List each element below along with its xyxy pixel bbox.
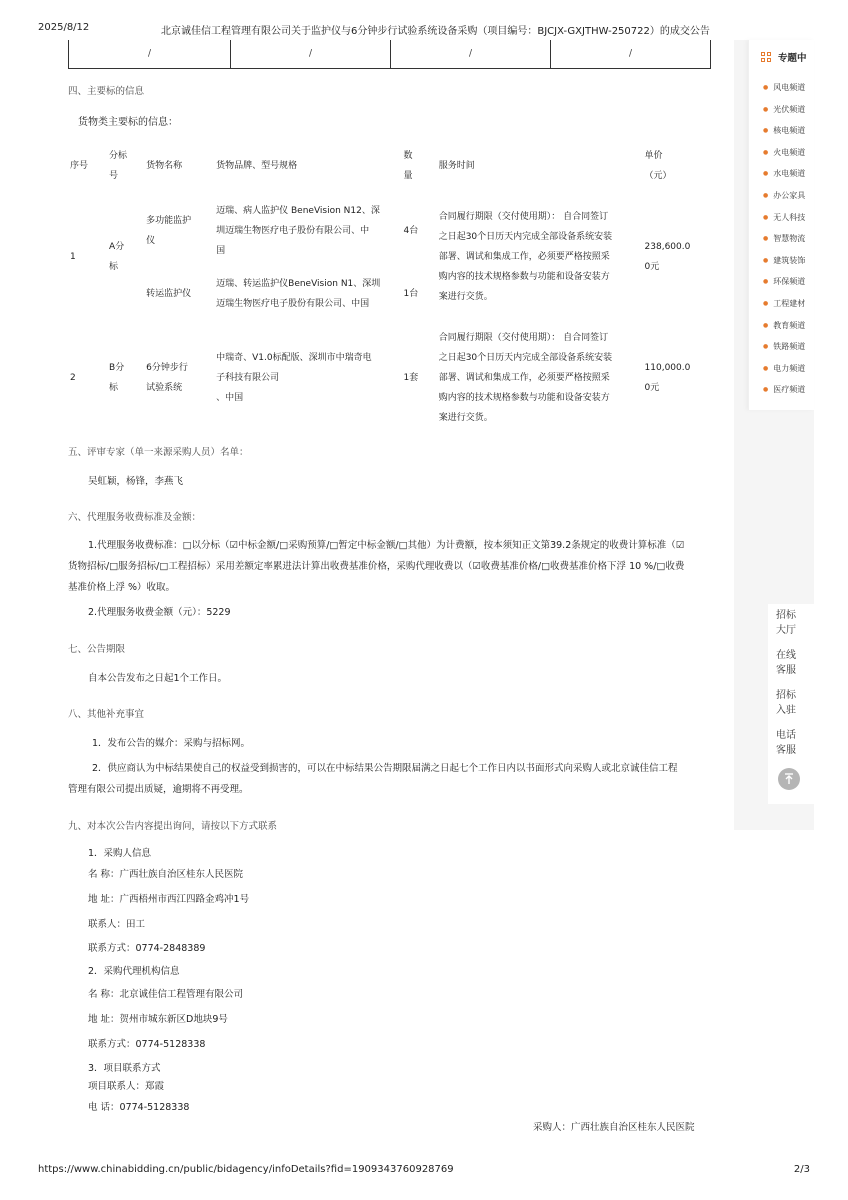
notice-period: 自本公告发布之日起1个工作日。 bbox=[88, 673, 228, 684]
table-cell: / bbox=[231, 40, 391, 68]
fee-standard-line3: 基准价格上浮 %）收取。 bbox=[68, 582, 176, 593]
bullet-icon: ● bbox=[763, 343, 769, 351]
fee-standard-line1: 1.代理服务收费标准：□以分标（☑中标金额/□采购预算/□暂定中标金额/□其他）为计费额，按本须知正文第39.2条规定的收费计算标准（☑ bbox=[88, 540, 685, 551]
bullet-icon: ● bbox=[763, 299, 769, 307]
header-no: 序号 bbox=[70, 161, 89, 171]
row-goods-name: 转运监护仪 bbox=[146, 289, 192, 299]
bullet-icon: ● bbox=[763, 321, 769, 329]
bidder-join-button[interactable]: 招标 入驻 bbox=[776, 690, 796, 716]
row-qty: 1套 bbox=[403, 373, 419, 383]
bullet-icon: ● bbox=[763, 105, 769, 113]
bullet-icon: ● bbox=[763, 148, 769, 156]
row-qty: 4台 bbox=[403, 226, 419, 236]
section-heading-5: 五、评审专家（单一来源采购人员）名单： bbox=[68, 447, 249, 458]
row-lot: A分 标 bbox=[109, 242, 125, 272]
sidebar-item[interactable]: ● 医疗频道 bbox=[763, 385, 806, 395]
row-price: 238,600.0 0元 bbox=[644, 242, 691, 272]
buyer-name: 名 称：广西壮族自治区桂东人民医院 bbox=[88, 869, 244, 880]
bullet-icon: ● bbox=[763, 84, 769, 91]
bullet-icon: ● bbox=[763, 386, 769, 394]
header-price: 单价 （元） bbox=[644, 151, 672, 181]
row-goods-name: 6分钟步行 试验系统 bbox=[146, 363, 188, 393]
row-qty: 1台 bbox=[403, 289, 419, 299]
header-goods-name: 货物名称 bbox=[146, 161, 183, 171]
sidebar-title[interactable]: 专题中 bbox=[761, 50, 807, 64]
buyer-phone: 联系方式：0774-2848389 bbox=[88, 943, 206, 954]
bullet-icon: ● bbox=[763, 170, 769, 178]
page-url: https://www.chinabidding.cn/public/bidagency/infoDetails?fid=1909343760928769 bbox=[38, 1164, 454, 1175]
project-phone: 电 话：0774-5128338 bbox=[88, 1102, 190, 1113]
row-service-time: 合同履行期限（交付使用期）： 自合同签订 之日起30个日历天内完成全部设备系统安装 部署、调试和集成工作，必须要严格按照采 购内容的技术规格参数与功能和设备安装方 案进行交货。 bbox=[438, 333, 613, 423]
bullet-icon: ● bbox=[763, 191, 769, 199]
online-service-button[interactable]: 在线 客服 bbox=[776, 650, 796, 676]
row-brand: 迈瑞、转运监护仪BeneVision N1、深圳 迈瑞生物医疗电子股份有限公司、中国 bbox=[216, 279, 381, 309]
bid-hall-button[interactable]: 招标 大厅 bbox=[776, 610, 796, 636]
previous-table-fragment bbox=[68, 40, 710, 69]
page-number: 2/3 bbox=[793, 1164, 810, 1175]
sidebar-item[interactable]: ● 电力频道 bbox=[763, 363, 806, 373]
signature: 采购人：广西壮族自治区桂东人民医院 bbox=[533, 1122, 695, 1133]
sidebar-item[interactable]: ● 水电频道 bbox=[763, 169, 806, 179]
floating-toolbar bbox=[768, 604, 814, 804]
table-cell: / bbox=[69, 40, 231, 68]
row-service-time: 合同履行期限（交付使用期）： 自合同签订 之日起30个日历天内完成全部设备系统安装 部署、调试和集成工作，必须要严格按照采 购内容的技术规格参数与功能和设备安装方 案进行交货。 bbox=[438, 212, 613, 302]
supplement-item-2-line2: 管理有限公司提出质疑，逾期将不再受理。 bbox=[68, 784, 249, 795]
project-contact-person: 项目联系人：郑霞 bbox=[88, 1081, 165, 1092]
row-brand: 中瑞奇、V1.0标配版、深圳市中瑞奇电 子科技有限公司 、中国 bbox=[216, 353, 372, 403]
sidebar-item[interactable]: ● 无人科技 bbox=[763, 212, 806, 222]
row-brand: 迈瑞、病人监护仪 BeneVision N12、深 圳迈瑞生物医疗电子股份有限公司、中 国 bbox=[216, 206, 380, 256]
table-header-row bbox=[70, 139, 708, 193]
table-cell: / bbox=[391, 40, 551, 68]
sidebar-item[interactable]: ● 环保频道 bbox=[763, 277, 806, 287]
project-info-heading: 3．项目联系方式 bbox=[88, 1063, 161, 1074]
arrow-up-icon[interactable] bbox=[778, 768, 800, 790]
sidebar-item[interactable]: ● 光伏频道 bbox=[763, 104, 806, 114]
buyer-info-heading: 1．采购人信息 bbox=[88, 848, 152, 859]
print-footer bbox=[38, 1164, 810, 1178]
sidebar-item[interactable]: ● 铁路频道 bbox=[763, 342, 806, 352]
section-heading-7: 七、公告期限 bbox=[68, 644, 126, 655]
print-date: 2025/8/12 bbox=[38, 22, 90, 33]
agent-name: 名 称：北京诚佳信工程管理有限公司 bbox=[88, 989, 244, 1000]
section-heading-6: 六、代理服务收费标准及金额： bbox=[68, 512, 202, 523]
buyer-address: 地 址：广西梧州市西江四路金鸡冲1号 bbox=[88, 894, 250, 905]
row-goods-name: 多功能监护 仪 bbox=[146, 216, 192, 246]
sidebar-item[interactable]: ● 火电频道 bbox=[763, 147, 806, 157]
header-lot: 分标 号 bbox=[109, 151, 128, 181]
buyer-contact-person: 联系人：田工 bbox=[88, 919, 146, 930]
goods-table bbox=[68, 137, 710, 437]
fee-amount: 2.代理服务收费金额（元）：5229 bbox=[88, 607, 231, 618]
bullet-icon: ● bbox=[763, 364, 769, 372]
print-header bbox=[38, 22, 810, 36]
sidebar-item[interactable]: ● 建筑装饰 bbox=[763, 255, 806, 265]
agent-info-heading: 2．采购代理机构信息 bbox=[88, 966, 180, 977]
section-heading-4: 四、主要标的信息 bbox=[68, 86, 145, 97]
header-brand: 货物品牌、型号规格 bbox=[216, 161, 298, 171]
row-price: 110,000.0 0元 bbox=[644, 363, 691, 393]
fee-standard-line2: 货物招标/□服务招标/□工程招标）采用差额定率累进法计算出收费基准价格，采购代理收费以（☑收费基准价格/□收费基准价格下浮 10 %/□收费 bbox=[68, 561, 685, 572]
sidebar-list bbox=[763, 82, 815, 406]
grid-icon bbox=[761, 52, 772, 63]
topic-sidebar bbox=[748, 40, 814, 410]
table-row bbox=[70, 195, 708, 267]
supplement-item-1: 1．发布公告的媒介：采购与招标网。 bbox=[92, 738, 251, 749]
expert-list: 吴虹颖，杨锋，李燕飞 bbox=[88, 476, 184, 487]
section-heading-9: 九、对本次公告内容提出询问，请按以下方式联系 bbox=[68, 821, 278, 832]
bullet-icon: ● bbox=[763, 235, 769, 243]
sidebar-item[interactable]: ● 工程建材 bbox=[763, 298, 806, 308]
table-row bbox=[70, 321, 708, 435]
sidebar-item[interactable]: ● 智慧物流 bbox=[763, 234, 806, 244]
phone-service-button[interactable]: 电话 客服 bbox=[776, 730, 796, 756]
bullet-icon: ● bbox=[763, 278, 769, 286]
header-service-time: 服务时间 bbox=[438, 161, 475, 171]
bullet-icon: ● bbox=[763, 127, 769, 135]
table-cell: / bbox=[551, 40, 711, 68]
sidebar-item[interactable]: ● 教育频道 bbox=[763, 320, 806, 330]
row-no: 1 bbox=[70, 252, 76, 262]
bullet-icon: ● bbox=[763, 256, 769, 264]
sidebar-item[interactable]: ● 风电频道 bbox=[763, 83, 806, 92]
sidebar-item[interactable]: ● 核电频道 bbox=[763, 126, 806, 136]
row-lot: B分 标 bbox=[109, 363, 125, 393]
supplement-item-2-line1: 2．供应商认为中标结果使自己的权益受到损害的，可以在中标结果公告期限届满之日起七个工作日内以书面形式向采购人或北京诚佳信工程 bbox=[92, 763, 678, 774]
row-no: 2 bbox=[70, 373, 76, 383]
print-title: 北京诚佳信工程管理有限公司关于监护仪与6分钟步行试验系统设备采购（项目编号：BJCJX-GXJTHW-250722）的成交公告 bbox=[161, 26, 710, 37]
sidebar-item[interactable]: ● 办公家具 bbox=[763, 190, 806, 200]
agent-phone: 联系方式：0774-5128338 bbox=[88, 1039, 206, 1050]
goods-subheading: 货物类主要标的信息： bbox=[78, 117, 178, 128]
agent-address: 地 址：贺州市城东新区D地块9号 bbox=[88, 1014, 228, 1025]
section-heading-8: 八、其他补充事宜 bbox=[68, 709, 145, 720]
table-row bbox=[69, 40, 711, 68]
bullet-icon: ● bbox=[763, 213, 769, 221]
header-qty: 数 量 bbox=[403, 151, 413, 181]
